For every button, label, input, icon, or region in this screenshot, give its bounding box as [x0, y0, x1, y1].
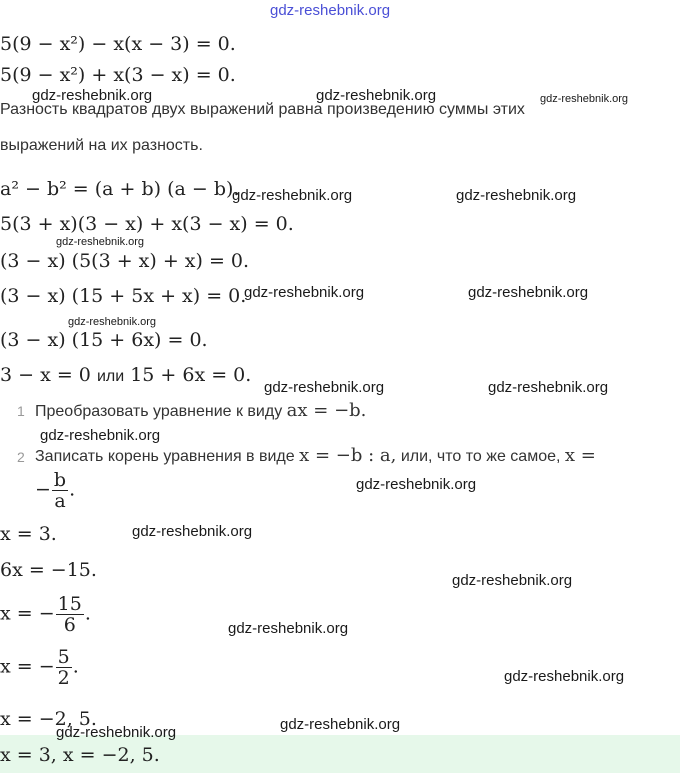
step-text [35, 445, 596, 466]
step-formula: x = [564, 445, 596, 466]
step-text [35, 400, 366, 421]
equation: a² − b² = (a + b) (a − b). [0, 178, 240, 200]
numerator: 15 [57, 593, 82, 615]
watermark: gdz-reshebnik.org [264, 379, 385, 396]
watermark: gdz-reshebnik.org [228, 620, 349, 637]
equation-part: x = − [0, 655, 55, 678]
watermark: gdz-reshebnik.org [356, 476, 477, 493]
equation: x = − $\frac{5}{2}$ . [0, 646, 79, 689]
watermark: gdz-reshebnik.org [456, 187, 577, 204]
watermark: gdz-reshebnik.org [132, 523, 253, 540]
watermark: gdz-reshebnik.org [68, 316, 157, 328]
rule-text-line: выражений на их разность. [0, 137, 203, 154]
equation-part: 15 + 6x = 0. [130, 364, 252, 386]
denominator: 2 [57, 667, 70, 689]
watermark: gdz-reshebnik.org [504, 668, 625, 685]
watermark: gdz-reshebnik.org [452, 572, 573, 589]
rule-text-line: Разность квадратов двух выражений равна произведению суммы этих [0, 101, 525, 118]
step-number: 2 [17, 449, 25, 465]
equation: x = −2, 5. [0, 708, 97, 730]
equation: 5(9 − x²) + x(3 − x) = 0. [0, 64, 236, 86]
step-fraction: − $\frac{b}{a}$ . [35, 469, 76, 512]
watermark: gdz-reshebnik.org [244, 284, 365, 301]
equation: 6x = −15. [0, 559, 97, 581]
step-formula: ax = −b. [286, 400, 367, 421]
equation: (3 − x) (15 + 5x + x) = 0. [0, 285, 247, 307]
denominator: 6 [63, 614, 76, 636]
equation: 5(9 − x²) − x(x − 3) = 0. [0, 33, 236, 55]
watermark: gdz-reshebnik.org [40, 427, 161, 444]
watermark: gdz-reshebnik.org [270, 2, 391, 19]
equation: (3 − x) (15 + 6x) = 0. [0, 329, 208, 351]
equation: x = − $\frac{15}{6}$ . [0, 593, 91, 636]
fraction [56, 594, 84, 635]
equation: 5(3 + x)(3 − x) + x(3 − x) = 0. [0, 213, 294, 235]
watermark: gdz-reshebnik.org [280, 716, 401, 733]
equation [0, 363, 251, 389]
watermark: gdz-reshebnik.org [540, 93, 629, 105]
watermark: gdz-reshebnik.org [32, 87, 153, 104]
watermark: gdz-reshebnik.org [488, 379, 609, 396]
fraction [52, 470, 68, 511]
step-label: Преобразовать уравнение к виду [35, 403, 283, 420]
equation: (3 − x) (5(3 + x) + x) = 0. [0, 250, 250, 272]
equation-part: 3 − x = 0 [0, 364, 91, 386]
numerator: 5 [57, 646, 70, 668]
equation-word: или [96, 368, 125, 385]
step-formula: x = −b : a, [299, 445, 397, 466]
step-label: или, что то же самое, [400, 448, 561, 465]
numerator: b [53, 469, 67, 491]
watermark: gdz-reshebnik.org [56, 236, 145, 248]
step-label: Записать корень уравнения в виде [35, 448, 295, 465]
minus-sign: − [35, 478, 51, 501]
watermark: gdz-reshebnik.org [316, 87, 437, 104]
equation-part: x = − [0, 602, 55, 625]
fraction [56, 647, 72, 688]
watermark: gdz-reshebnik.org [56, 724, 177, 741]
watermark: gdz-reshebnik.org [468, 284, 589, 301]
equation: x = 3. [0, 523, 57, 545]
denominator: a [54, 490, 66, 512]
answer: x = 3, x = −2, 5. [0, 744, 160, 766]
step-number: 1 [17, 403, 25, 419]
watermark: gdz-reshebnik.org [232, 187, 353, 204]
